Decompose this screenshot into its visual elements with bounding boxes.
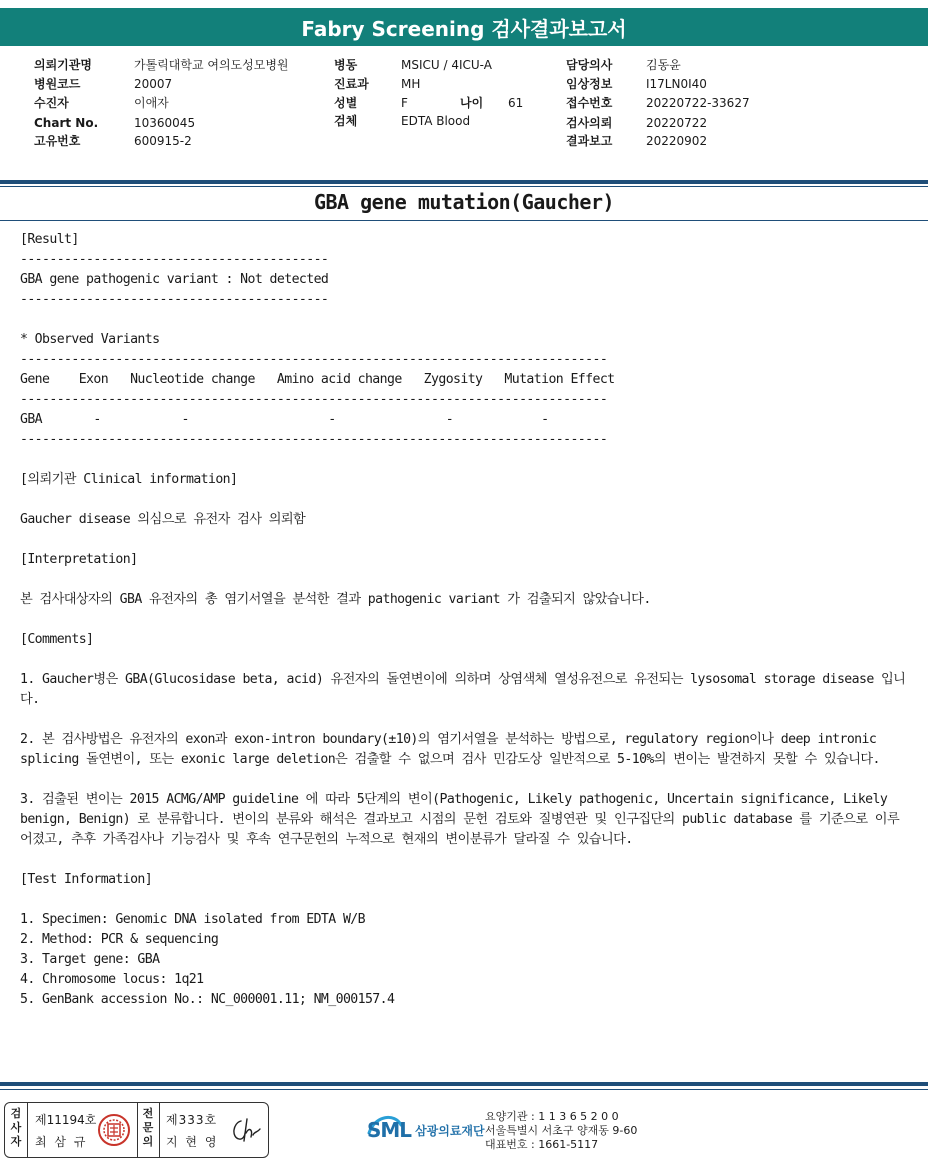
info-label: 병원코드 — [34, 77, 81, 91]
footer-divider-thick — [0, 1082, 928, 1086]
info-label: 의뢰기관명 — [34, 58, 92, 72]
footer-divider-thin — [0, 1089, 928, 1090]
clinical-info-heading: [의뢰기관 Clinical information] — [20, 472, 238, 487]
info-value: 가톨릭대학교 여의도성모병원 — [134, 58, 289, 72]
test-info-item: 2. Method: PCR & sequencing — [20, 932, 219, 947]
report-body — [20, 230, 910, 1010]
info-value: EDTA Blood — [401, 114, 471, 128]
interpretation-text: 본 검사대상자의 GBA 유전자의 총 염기서열을 분석한 결과 pathogenic variant 가 검출되지 않았습니다. — [20, 592, 651, 607]
info-value: 김동윤 — [646, 58, 681, 72]
test-info-item: 5. GenBank accession No.: NC_000001.11; NM_000157.4 — [20, 992, 395, 1007]
info-label: Chart No. — [34, 116, 99, 130]
org-name: 삼광의료재단 — [415, 1123, 485, 1138]
report-header-banner — [0, 8, 928, 46]
info-value: 600915-2 — [134, 134, 192, 148]
examiner-name: 최 삼 규 — [35, 1135, 88, 1149]
info-value: I17LN0I40 — [646, 77, 707, 91]
org-logo — [365, 1108, 485, 1142]
signature-icon — [227, 1115, 263, 1145]
report-footer — [0, 1102, 928, 1162]
variant-table-row: GBA - - - - - — [20, 412, 549, 427]
info-label: 담당의사 — [566, 58, 613, 72]
specialist-label: 전 문 의 — [142, 1107, 154, 1148]
info-label: 검체 — [334, 114, 358, 128]
info-value: 20220722-33627 — [646, 96, 750, 110]
comment-item: 3. 검출된 변이는 2015 ACMG/AMP guideline 에 따라 5단계의 변이(Pathogenic, Likely pathogenic, Uncertain significance, Likely benign, Benign) 로 분류합니다. 변이의 분류와 해석은 결과보고 시점의 문헌 검토와 질병연관 및 인구집단의 public database 를 기준으로 이루어졌고, 추후 가족검사나 기능검사 및 후속 연구문헌의 누적으로 현재의 변이분류가 달라질 수 있습니다. — [20, 792, 900, 847]
test-info-heading: [Test Information] — [20, 872, 153, 887]
info-value: 이애자 — [134, 96, 169, 110]
info-value: F — [401, 96, 408, 110]
contact-line: 요양기관 : 1 1 3 6 5 2 0 0 — [485, 1110, 619, 1123]
info-label: 고유번호 — [34, 134, 81, 148]
info-label: 성별 — [334, 96, 358, 110]
result-heading: [Result] — [20, 232, 79, 247]
info-value: MH — [401, 77, 421, 91]
title-underline — [0, 220, 928, 221]
comments-heading: [Comments] — [20, 632, 94, 647]
comment-item: 2. 본 검사방법은 유전자의 exon과 exon-intron boundary(±10)의 염기서열을 분석하는 방법으로, regulatory region이나 deep intronic splicing 돌연변이, 또는 exonic large deletion은 검출할 수 없으며 검사 민감도상 일반적으로 5-10%의 변이는 발견하지 못할 수 있습니다. — [20, 732, 880, 767]
contact-line: 대표번호 : 1661-5117 — [485, 1138, 599, 1151]
dashed-rule: ------------------------------------------ — [20, 252, 329, 267]
result-line: GBA gene pathogenic variant : Not detected — [20, 272, 329, 287]
specialist-name: 지 현 영 — [166, 1135, 219, 1149]
dashed-rule: ------------------------------------------ — [20, 292, 329, 307]
clinical-info-text: Gaucher disease 의심으로 유전자 검사 의뢰함 — [20, 512, 306, 527]
test-info-item: 1. Specimen: Genomic DNA isolated from EDTA W/B — [20, 912, 365, 927]
info-value-age: 61 — [508, 96, 524, 110]
info-value: 20220902 — [646, 134, 708, 148]
info-label-age: 나이 — [460, 96, 484, 110]
info-value: MSICU / 4ICU-A — [401, 58, 492, 72]
examiner-label: 검 사 자 — [10, 1107, 22, 1148]
info-value: 20007 — [134, 77, 173, 91]
dashed-rule: -------------------------------------------------------------------------------- — [20, 432, 608, 447]
info-label: 진료과 — [334, 77, 369, 91]
info-label: 결과보고 — [566, 134, 613, 148]
seal-stamp-icon — [97, 1113, 131, 1147]
examiner-license-no: 제11194호 — [35, 1113, 97, 1127]
dashed-rule: -------------------------------------------------------------------------------- — [20, 392, 608, 407]
info-value: 10360045 — [134, 116, 196, 130]
info-value: 20220722 — [646, 116, 708, 130]
info-label: 수진자 — [34, 96, 69, 110]
org-mark: SML — [367, 1118, 412, 1142]
info-label: 검사의뢰 — [566, 116, 613, 130]
observed-variants-heading: * Observed Variants — [20, 332, 160, 347]
dashed-rule: -------------------------------------------------------------------------------- — [20, 352, 608, 367]
test-info-item: 3. Target gene: GBA — [20, 952, 160, 967]
variant-table-header: Gene Exon Nucleotide change Amino acid change Zygosity Mutation Effect — [20, 372, 615, 387]
test-info-item: 4. Chromosome locus: 1q21 — [20, 972, 204, 987]
specialist-license-no: 제333호 — [166, 1113, 218, 1127]
info-label: 접수번호 — [566, 96, 613, 110]
info-label: 병동 — [334, 58, 358, 72]
comment-item: 1. Gaucher병은 GBA(Glucosidase beta, acid) 유전자의 돌연변이에 의하며 상염색체 열성유전으로 유전되는 lysosomal storage disease 입니다. — [20, 672, 906, 707]
org-contact — [485, 1110, 637, 1152]
section-divider-thick — [0, 180, 928, 184]
section-divider-thin — [0, 186, 928, 187]
info-label: 임상정보 — [566, 77, 613, 91]
signature-box — [4, 1102, 269, 1158]
contact-line: 서울특별시 서초구 양재동 9-60 — [485, 1124, 638, 1137]
report-header-title: Fabry Screening 검사결과보고서 — [301, 16, 627, 41]
report-title: GBA gene mutation(Gaucher) — [313, 190, 615, 214]
interpretation-heading: [Interpretation] — [20, 552, 138, 567]
